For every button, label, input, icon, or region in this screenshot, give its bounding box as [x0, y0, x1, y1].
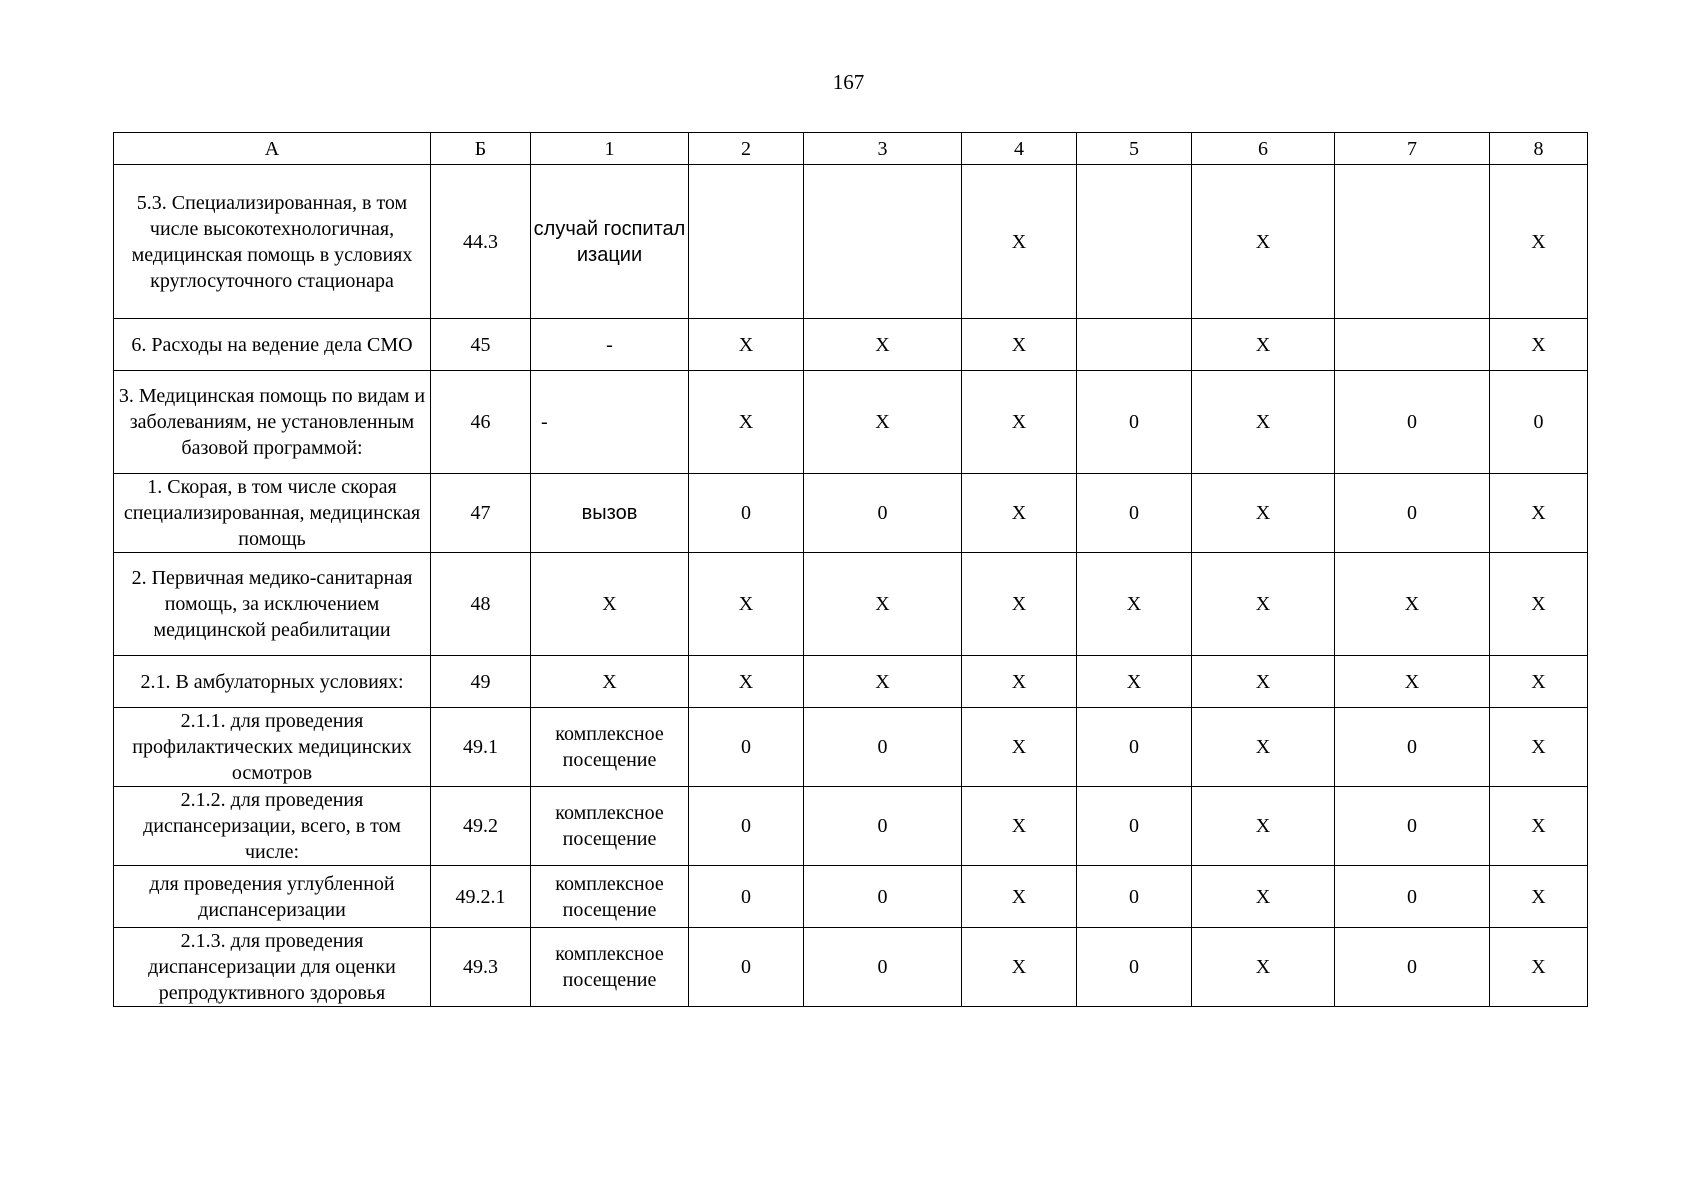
row-col-4: Х	[962, 165, 1077, 319]
row-col-2: Х	[689, 553, 804, 656]
row-code: 49.3	[431, 928, 531, 1007]
row-col-6: Х	[1192, 553, 1335, 656]
row-code: 48	[431, 553, 531, 656]
row-unit: комплексное посещение	[531, 708, 689, 787]
row-col-2: Х	[689, 656, 804, 708]
row-col-7: 0	[1335, 928, 1490, 1007]
table-row	[114, 553, 1588, 656]
row-col-5: 0	[1077, 787, 1192, 866]
row-col-2: Х	[689, 319, 804, 371]
row-unit: -	[531, 319, 689, 371]
row-col-6: Х	[1192, 165, 1335, 319]
row-col-2: 0	[689, 866, 804, 928]
row-col-4: Х	[962, 866, 1077, 928]
row-col-2	[689, 165, 804, 319]
row-col-3: Х	[804, 553, 962, 656]
header-cell-a: А	[114, 133, 431, 165]
row-unit: вызов	[531, 474, 689, 553]
row-unit: -	[531, 371, 689, 474]
row-name: 2.1. В амбулаторных условиях:	[114, 656, 431, 708]
row-col-8: Х	[1490, 708, 1588, 787]
row-col-3: Х	[804, 371, 962, 474]
row-col-4: Х	[962, 474, 1077, 553]
row-col-6: Х	[1192, 656, 1335, 708]
row-name: 6. Расходы на ведение дела СМО	[114, 319, 431, 371]
row-col-5: 0	[1077, 371, 1192, 474]
row-col-4: Х	[962, 787, 1077, 866]
row-col-8: 0	[1490, 371, 1588, 474]
row-code: 49.2	[431, 787, 531, 866]
row-name: 2.1.2. для проведения диспансеризации, всего, в том числе:	[114, 787, 431, 866]
row-unit: Х	[531, 553, 689, 656]
row-col-3	[804, 165, 962, 319]
table-row	[114, 319, 1588, 371]
row-unit: случай госпитализации	[531, 165, 689, 319]
row-col-8: Х	[1490, 928, 1588, 1007]
row-col-3: 0	[804, 708, 962, 787]
page-number: 167	[832, 70, 865, 94]
row-col-2: 0	[689, 928, 804, 1007]
row-name: 3. Медицинская помощь по видам и заболеваниям, не установленным базовой программой:	[114, 371, 431, 474]
row-col-2: Х	[689, 371, 804, 474]
row-col-4: Х	[962, 928, 1077, 1007]
table-row	[114, 165, 1588, 319]
row-code: 49.1	[431, 708, 531, 787]
row-code: 47	[431, 474, 531, 553]
row-name: 2.1.1. для проведения профилактических медицинских осмотров	[114, 708, 431, 787]
header-cell-b: Б	[431, 133, 531, 165]
row-col-4: Х	[962, 708, 1077, 787]
table-row	[114, 474, 1588, 553]
row-code: 49	[431, 656, 531, 708]
row-col-7	[1335, 165, 1490, 319]
row-col-2: 0	[689, 474, 804, 553]
row-col-4: Х	[962, 371, 1077, 474]
row-col-7: 0	[1335, 708, 1490, 787]
row-col-5	[1077, 319, 1192, 371]
table-row	[114, 708, 1588, 787]
table-row	[114, 928, 1588, 1007]
row-code: 46	[431, 371, 531, 474]
row-name: 2.1.3. для проведения диспансеризации для оценки репродуктивного здоровья	[114, 928, 431, 1007]
header-cell-1: 1	[531, 133, 689, 165]
table-row	[114, 656, 1588, 708]
row-col-6: Х	[1192, 474, 1335, 553]
row-name: 1. Скорая, в том числе скорая специализированная, медицинская помощь	[114, 474, 431, 553]
table-row	[114, 866, 1588, 928]
row-col-5: Х	[1077, 656, 1192, 708]
row-col-8: Х	[1490, 866, 1588, 928]
row-col-8: Х	[1490, 787, 1588, 866]
row-col-5: 0	[1077, 474, 1192, 553]
row-col-5: 0	[1077, 928, 1192, 1007]
row-col-8: Х	[1490, 656, 1588, 708]
row-col-7: 0	[1335, 371, 1490, 474]
row-col-8: Х	[1490, 553, 1588, 656]
row-col-5	[1077, 165, 1192, 319]
row-col-8: Х	[1490, 474, 1588, 553]
row-col-8: Х	[1490, 319, 1588, 371]
row-col-4: Х	[962, 553, 1077, 656]
row-name: для проведения углубленной диспансеризации	[114, 866, 431, 928]
row-col-7: 0	[1335, 787, 1490, 866]
row-col-4: Х	[962, 319, 1077, 371]
row-col-2: 0	[689, 787, 804, 866]
row-col-8: Х	[1490, 165, 1588, 319]
header-cell-6: 6	[1192, 133, 1335, 165]
row-col-6: Х	[1192, 866, 1335, 928]
row-col-3: 0	[804, 866, 962, 928]
row-col-7: Х	[1335, 553, 1490, 656]
row-unit: Х	[531, 656, 689, 708]
header-cell-8: 8	[1490, 133, 1588, 165]
row-col-3: Х	[804, 319, 962, 371]
row-unit: комплексное посещение	[531, 866, 689, 928]
header-cell-3: 3	[804, 133, 962, 165]
row-unit: комплексное посещение	[531, 928, 689, 1007]
row-col-6: Х	[1192, 319, 1335, 371]
row-col-7	[1335, 319, 1490, 371]
row-name: 2. Первичная медико-санитарная помощь, за исключением медицинской реабилитации	[114, 553, 431, 656]
row-col-3: 0	[804, 928, 962, 1007]
header-cell-7: 7	[1335, 133, 1490, 165]
row-col-7: Х	[1335, 656, 1490, 708]
row-unit: комплексное посещение	[531, 787, 689, 866]
row-col-5: 0	[1077, 866, 1192, 928]
table-row	[114, 787, 1588, 866]
row-col-6: Х	[1192, 928, 1335, 1007]
row-col-5: Х	[1077, 553, 1192, 656]
header-cell-4: 4	[962, 133, 1077, 165]
row-col-6: Х	[1192, 708, 1335, 787]
row-col-6: Х	[1192, 371, 1335, 474]
header-cell-5: 5	[1077, 133, 1192, 165]
row-code: 45	[431, 319, 531, 371]
row-col-2: 0	[689, 708, 804, 787]
data-table	[113, 132, 1588, 1007]
row-col-6: Х	[1192, 787, 1335, 866]
row-code: 49.2.1	[431, 866, 531, 928]
row-code: 44.3	[431, 165, 531, 319]
row-col-3: Х	[804, 656, 962, 708]
row-col-3: 0	[804, 474, 962, 553]
header-cell-2: 2	[689, 133, 804, 165]
row-col-7: 0	[1335, 866, 1490, 928]
row-col-3: 0	[804, 787, 962, 866]
row-col-4: Х	[962, 656, 1077, 708]
row-col-5: 0	[1077, 708, 1192, 787]
row-col-7: 0	[1335, 474, 1490, 553]
row-name: 5.3. Специализированная, в том числе высокотехнологичная, медицинская помощь в условиях круглосуточного стационара	[114, 165, 431, 319]
table-row	[114, 371, 1588, 474]
header-row	[114, 133, 1588, 165]
